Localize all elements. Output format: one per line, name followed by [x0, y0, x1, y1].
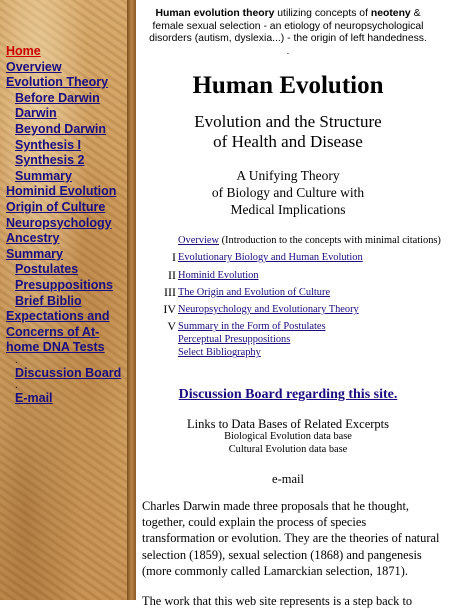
subtitle-line-1: Evolution and the Structure	[194, 112, 382, 131]
sidebar-item-beyond-darwin[interactable]: Beyond Darwin	[15, 121, 106, 136]
toc-item	[178, 333, 448, 346]
toc-numeral: V	[167, 319, 176, 334]
toc-item	[164, 284, 448, 299]
cultural-evolution-db: Cultural Evolution data base	[228, 443, 348, 455]
sidebar-item-hominid-evolution[interactable]: Hominid Evolution	[6, 184, 117, 199]
tagline-initial: H	[155, 8, 163, 19]
sidebar-item-summary-section[interactable]: Summary	[6, 246, 63, 261]
sidebar-dot: .	[15, 354, 18, 366]
toc-link-origin-of-culture[interactable]: The Origin and Evolution of Culture	[178, 286, 331, 298]
toc-link-evolutionary-biology[interactable]: Evolutionary Biology and Human Evolution	[178, 252, 363, 264]
database-links	[142, 417, 434, 456]
sidebar-border	[127, 0, 136, 600]
toc-overview-link[interactable]: Overview	[178, 235, 219, 246]
discussion-board-section	[142, 387, 434, 403]
sidebar-item-synthesis-2[interactable]: Synthesis 2	[15, 153, 85, 168]
toc-numeral: II	[168, 267, 176, 282]
toc-numeral: III	[164, 284, 176, 299]
toc-link-neuropsychology[interactable]: Neuropsychology and Evolutionary Theory	[178, 304, 359, 316]
sidebar-item-email[interactable]: E-mail	[15, 391, 53, 406]
sidebar-item-before-darwin[interactable]: Before Darwin	[15, 90, 100, 105]
toc-link-hominid-evolution[interactable]: Hominid Evolution	[178, 269, 259, 281]
toc-item	[168, 267, 448, 282]
theory-line-1: A Unifying Theory	[236, 168, 340, 183]
tagline-bold-2: neoteny	[370, 8, 411, 19]
tagline-dot: .	[286, 45, 290, 57]
toc-overview-text: (Introduction to the concepts with minimal citations)	[218, 235, 441, 246]
links-heading: Links to Data Bases of Related Excerpts	[186, 417, 390, 431]
sidebar-item-discussion-board[interactable]: Discussion Board	[15, 365, 122, 380]
theory-heading	[142, 167, 434, 218]
toc-item	[178, 346, 448, 359]
theory-line-3: Medical Implications	[230, 202, 346, 217]
toc-overview	[178, 234, 448, 247]
sidebar-item-brief-biblio[interactable]: Brief Biblio	[15, 293, 82, 308]
toc-link-perceptual-presuppositions[interactable]: Perceptual Presuppositions	[178, 334, 291, 346]
sidebar-item-summary[interactable]: Summary	[15, 168, 72, 183]
sidebar-item-overview[interactable]: Overview	[6, 59, 62, 74]
sidebar-item-dna-tests[interactable]: Expectations and Concerns of At-home DNA Tests	[6, 309, 110, 355]
theory-line-2: of Biology and Culture with	[211, 185, 365, 200]
toc-item	[163, 302, 448, 317]
sidebar-item-ancestry[interactable]: Ancestry	[6, 231, 60, 246]
second-paragraph: The work that this web site represents is a step back to	[142, 594, 413, 608]
sidebar-item-origin-of-culture[interactable]: Origin of Culture	[6, 199, 106, 214]
biological-evolution-db: Biological Evolution data base	[224, 431, 352, 442]
toc-item	[172, 250, 448, 265]
subtitle-line-2: of Health and Disease	[213, 132, 363, 151]
tagline-text-2: & female sexual selection - an etiology of neuropsychological disorders (autism, dyslexia...) - the origin of left handedness.	[149, 8, 427, 45]
page-title: Human Evolution	[192, 72, 384, 99]
sidebar-item-presuppositions[interactable]: Presuppositions	[15, 277, 113, 292]
toc-numeral: I	[172, 250, 176, 265]
site-tagline	[142, 8, 434, 58]
sidebar-item-postulates[interactable]: Postulates	[15, 262, 79, 277]
toc-numeral: IV	[163, 302, 176, 317]
sidebar-dot: .	[15, 380, 18, 392]
sidebar-item-evolution-theory[interactable]: Evolution Theory	[6, 75, 109, 90]
discussion-board-link[interactable]: Discussion Board regarding this site.	[178, 387, 398, 402]
sidebar	[0, 0, 127, 600]
tagline-bold-1: uman evolution theory	[162, 8, 275, 19]
tagline-text-1: utilizing concepts of	[274, 8, 371, 19]
toc-item	[167, 319, 448, 334]
toc-link-postulates[interactable]: Summary in the Form of Postulates	[178, 321, 326, 333]
intro-paragraph: Charles Darwin made three proposals that he thought, together, could explain the process of species transformation or evolution. They are the theories of natural selection (1859), sexual selection (1868) and pangenesis (more commonly called Lamarckian selection, 1871).	[142, 499, 440, 578]
sidebar-nav	[6, 44, 126, 407]
sidebar-item-synthesis-1[interactable]: Synthesis I	[15, 137, 81, 152]
toc-link-select-bibliography[interactable]: Select Bibliography	[178, 347, 261, 359]
email-heading: e-mail	[272, 472, 304, 486]
sidebar-item-home[interactable]: Home	[6, 44, 41, 58]
table-of-contents	[163, 234, 448, 364]
sidebar-item-neuropsychology[interactable]: Neuropsychology	[6, 215, 112, 230]
sidebar-item-darwin[interactable]: Darwin	[15, 106, 57, 121]
page-subtitle	[142, 112, 434, 152]
